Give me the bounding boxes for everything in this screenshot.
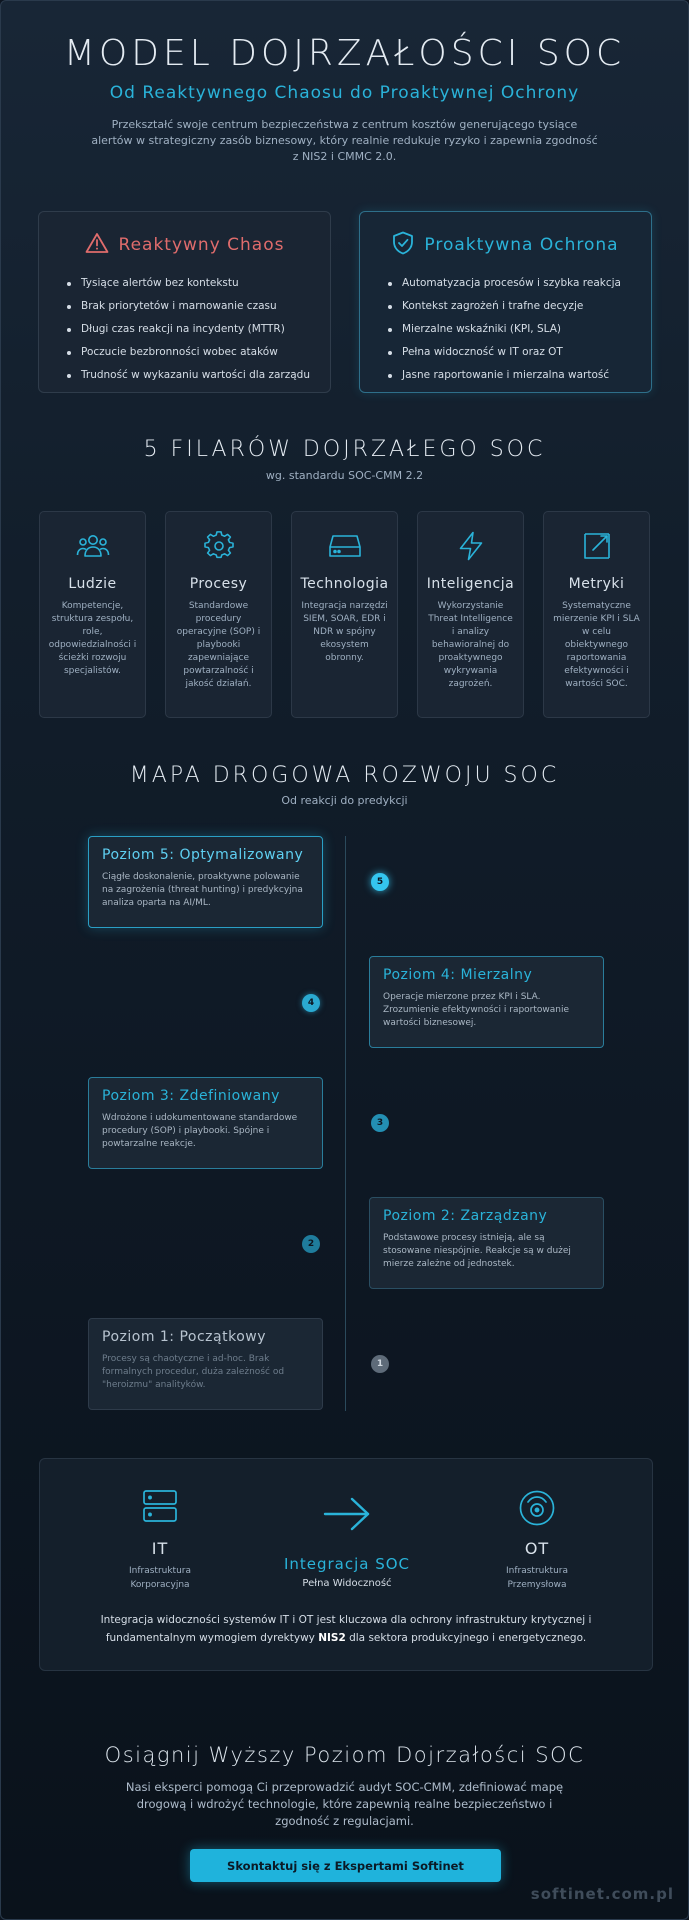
list-item: Tysiące alertów bez kontekstu — [67, 272, 310, 295]
cta-description: Nasi eksperci pomogą Ci przeprowadzić audyt SOC-CMM, zdefiniować mapę drogową i wdrożyć technologie, które zapewnią realne bezpieczeństwo i zgodność z regulacjami. — [125, 1780, 564, 1828]
nis2-note-end: dla sektora produkcyjnego i energetycznego. — [345, 1632, 587, 1644]
warning-triangle-icon — [85, 232, 109, 258]
gear-icon — [166, 528, 271, 564]
reactive-chaos-card — [38, 211, 331, 393]
pillar-desc: Kompetencje, struktura zespołu, role, odpowiedzialności i ścieżki rozwoju specjalistów. — [48, 601, 137, 676]
pillars-subtitle: wg. standardu SOC-CMM 2.2 — [265, 469, 424, 482]
pillar-intelligence — [417, 511, 524, 718]
level-2-marker: 2 — [302, 1235, 320, 1253]
ot-column — [477, 1489, 597, 1592]
list-item: Brak priorytetów i marnowanie czasu — [67, 295, 310, 318]
level-desc: Wdrożone i udokumentowane standardowe procedury (SOP) i playbooki. Spójne i powtarzalne reakcje. — [102, 1113, 298, 1149]
level-1-card — [88, 1318, 323, 1410]
timeline-line — [345, 836, 346, 1411]
lightning-icon — [418, 528, 523, 564]
arrow-right-icon — [267, 1495, 427, 1535]
page-subtitle: Od Reaktywnego Chaosu do Proaktywnej Ochrony — [109, 83, 580, 103]
pillar-desc: Standardowe procedury operacyjne (SOP) i playbooki zapewniające powtarzalność i jakość działań. — [176, 601, 261, 689]
list-item: Kontekst zagrożeń i trafne decyzje — [388, 295, 631, 318]
roadmap-title: MAPA DROGOWA ROZWOJU SOC — [129, 763, 560, 788]
ot-title: OT — [524, 1539, 550, 1558]
proactive-title: Proaktywna Ochrona — [424, 235, 619, 255]
shield-check-icon — [392, 231, 414, 259]
cta-title: Osiągnij Wyższy Poziom Dojrzałości SOC — [104, 1743, 585, 1767]
pillar-desc: Integracja narzędzi SIEM, SOAR, EDR i NDR w spójny ekosystem obronny. — [301, 601, 388, 663]
proactive-protection-card — [359, 211, 652, 393]
ot-line2: Przemysłowa — [507, 1580, 567, 1590]
level-desc: Ciągłe doskonalenie, proaktywne polowanie na zagrożenia (threat hunting) i predykcyjna analiza oparta na AI/ML. — [102, 872, 303, 908]
level-5-card — [88, 836, 323, 928]
level-title: Poziom 1: Początkowy — [102, 1329, 267, 1345]
list-item: Mierzalne wskaźniki (KPI, SLA) — [388, 318, 631, 341]
list-item: Długi czas reakcji na incydenty (MTTR) — [67, 318, 310, 341]
level-4-card — [369, 956, 604, 1048]
proactive-list — [380, 272, 631, 387]
nis2-note-start: Integracja widoczności systemów IT i OT jest kluczowa dla ochrony infrastruktury krytycznej i fundamentalnym wymogiem dyrektywy — [100, 1614, 592, 1644]
pillar-name: Inteligencja — [426, 576, 515, 592]
brand-watermark: softinet.com.pl — [530, 1885, 674, 1903]
level-5-marker: 5 — [371, 873, 389, 891]
list-item: Automatyzacja procesów i szybka reakcja — [388, 272, 631, 295]
pillar-desc: Systematyczne mierzenie KPI i SLA w celu obiektywnego raportowania efektywności i wartości SOC. — [553, 601, 640, 689]
nis2-highlight: NIS2 — [318, 1632, 346, 1644]
pillar-name: Ludzie — [68, 576, 117, 592]
pillar-people — [39, 511, 146, 718]
reactive-list — [59, 272, 310, 387]
it-title: IT — [151, 1539, 169, 1558]
reactive-title: Reaktywny Chaos — [118, 235, 285, 255]
pillar-technology — [291, 511, 398, 718]
pillar-name: Procesy — [189, 576, 248, 592]
roadmap-subtitle: Od reakcji do predykcji — [281, 794, 408, 807]
pillar-name: Metryki — [568, 576, 625, 592]
list-item: Trudność w wykazaniu wartości dla zarządu — [67, 364, 310, 387]
integration-subtitle: Pełna Widoczność — [302, 1578, 392, 1589]
industrial-gauge-icon — [477, 1489, 597, 1527]
it-ot-integration-panel — [39, 1458, 653, 1671]
pillar-desc: Wykorzystanie Threat Intelligence i analizy behawioralnej do proaktywnego wykrywania zagrożeń. — [428, 601, 513, 689]
list-item: Pełna widoczność w IT oraz OT — [388, 341, 631, 364]
integration-column — [267, 1495, 427, 1591]
level-title: Poziom 4: Mierzalny — [383, 967, 533, 983]
level-desc: Operacje mierzone przez KPI i SLA. Zrozumienie efektywności i raportowanie wartości biznesowej. — [383, 992, 570, 1028]
level-3-card — [88, 1077, 323, 1169]
pillar-processes — [165, 511, 272, 718]
nis2-note — [80, 1611, 612, 1647]
list-item: Poczucie bezbronności wobec ataków — [67, 341, 310, 364]
integration-title: Integracja SOC — [283, 1555, 411, 1573]
level-title: Poziom 3: Zdefiniowany — [102, 1088, 280, 1104]
pillars-title: 5 FILARÓW DOJRZAŁEGO SOC — [143, 437, 546, 462]
level-2-card — [369, 1197, 604, 1289]
chart-icon — [544, 528, 649, 564]
level-1-marker: 1 — [371, 1355, 389, 1373]
intro-text: Przekształć swoje centrum bezpieczeństwa z centrum kosztów generującego tysiące alertów w strategiczny zasób biznesowy, który realnie redukuje ryzyko i zapewnia zgodność z NIS2 i CMMC 2.0. — [91, 118, 598, 163]
server-icon — [292, 528, 397, 564]
contact-experts-button[interactable]: Skontaktuj się z Ekspertami Softinet — [190, 1849, 501, 1882]
level-desc: Procesy są chaotyczne i ad-hoc. Brak formalnych procedur, duża zależność od "heroizmu" analityków. — [102, 1354, 285, 1390]
it-line2: Korporacyjna — [130, 1580, 190, 1590]
level-desc: Podstawowe procesy istnieją, ale są stosowane niespójnie. Reakcje są w dużej mierze zależne od jednostek. — [383, 1233, 571, 1269]
list-item: Jasne raportowanie i mierzalna wartość — [388, 364, 631, 387]
level-title: Poziom 5: Optymalizowany — [102, 847, 304, 863]
it-line1: Infrastruktura — [128, 1566, 192, 1576]
it-column — [100, 1489, 220, 1592]
server-icon — [100, 1489, 220, 1527]
page-title: MODEL DOJRZAŁOŚCI SOC — [63, 33, 626, 74]
pillar-name: Technologia — [300, 576, 389, 592]
level-title: Poziom 2: Zarządzany — [383, 1208, 548, 1224]
ot-line1: Infrastruktura — [505, 1566, 569, 1576]
people-icon — [40, 528, 145, 564]
pillar-metrics — [543, 511, 650, 718]
level-3-marker: 3 — [371, 1114, 389, 1132]
level-4-marker: 4 — [302, 994, 320, 1012]
